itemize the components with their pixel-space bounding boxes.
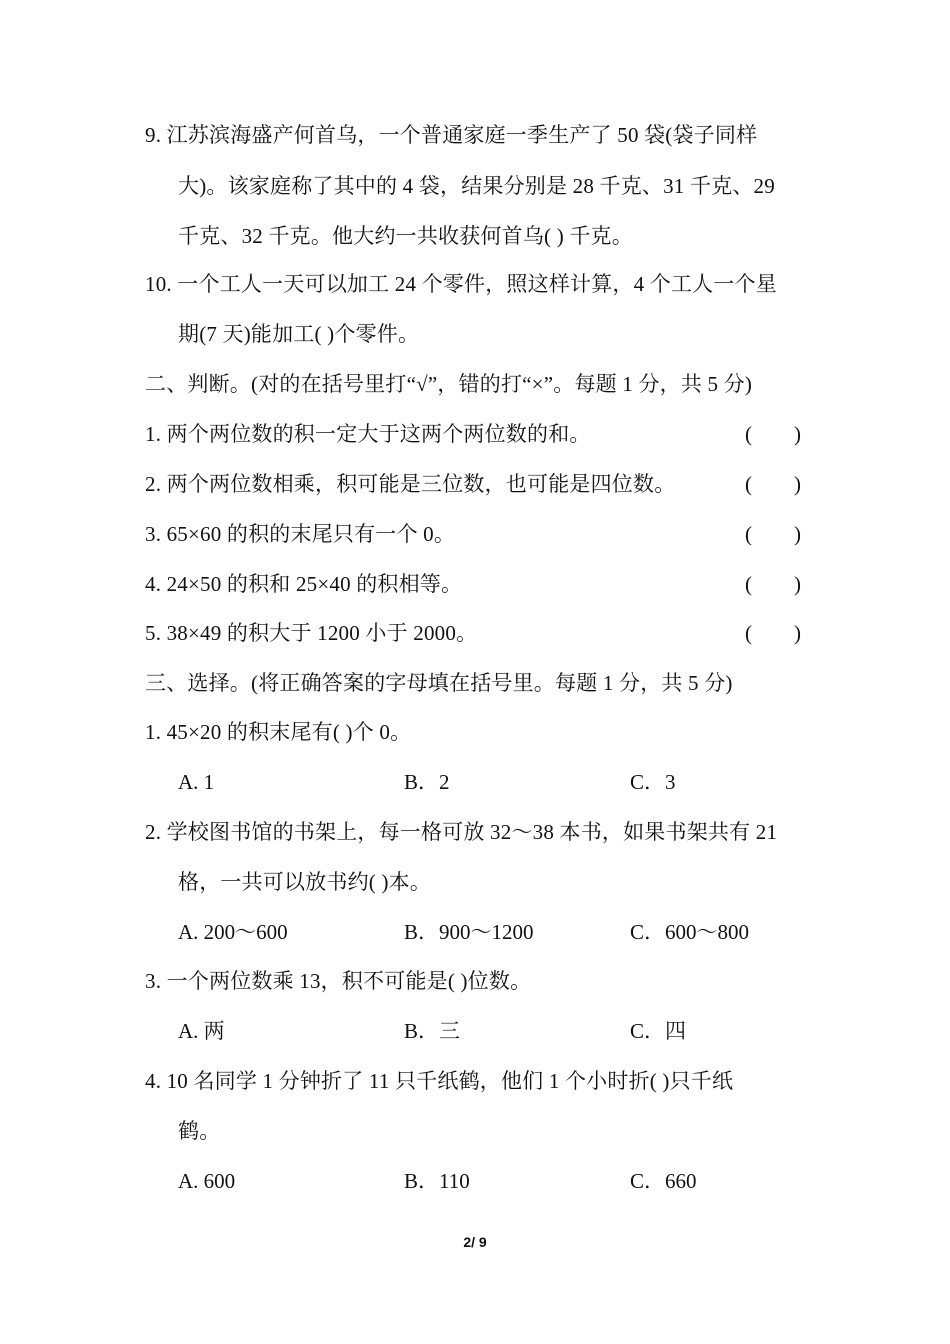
- judgement-answer-blank-5[interactable]: ( ): [745, 621, 801, 645]
- q9-line-1: 9. 江苏滨海盛产何首乌，一个普通家庭一季生产了 50 袋(袋子同样: [145, 123, 758, 147]
- choice-q3-stem: 3. 一个两位数乘 13，积不可能是( )位数。: [145, 969, 532, 993]
- choice-q2-option-b[interactable]: B．900～1200: [404, 920, 534, 944]
- choice-q3-option-a[interactable]: A. 两: [178, 1019, 225, 1043]
- choice-q4-option-a[interactable]: A. 600: [178, 1169, 236, 1193]
- choice-q1-option-b[interactable]: B．2: [404, 770, 450, 794]
- judgement-item-1: 1. 两个两位数的积一定大于这两个两位数的和。: [145, 422, 591, 446]
- q9-line-2: 大)。该家庭称了其中的 4 袋，结果分别是 28 千克、31 千克、29: [178, 174, 775, 198]
- q10-line-2: 期(7 天)能加工( )个零件。: [178, 322, 420, 346]
- judgement-item-5: 5. 38×49 的积大于 1200 小于 2000。: [145, 621, 478, 645]
- page-number: 2/ 9: [463, 1234, 487, 1250]
- choice-q2-line-1: 2. 学校图书馆的书架上，每一格可放 32～38 本书，如果书架共有 21: [145, 820, 778, 844]
- choice-q1-option-a[interactable]: A. 1: [178, 770, 215, 794]
- section-heading-choice: 三、选择。(将正确答案的字母填在括号里。每题 1 分，共 5 分): [145, 671, 733, 695]
- choice-q4-option-b[interactable]: B．110: [404, 1169, 470, 1193]
- choice-q1-stem: 1. 45×20 的积末尾有( )个 0。: [145, 720, 412, 744]
- choice-q3-option-c[interactable]: C．四: [630, 1019, 687, 1043]
- judgement-item-3: 3. 65×60 的积的末尾只有一个 0。: [145, 522, 456, 546]
- q10-line-1: 10. 一个工人一天可以加工 24 个零件，照这样计算，4 个工人一个星: [145, 272, 777, 296]
- judgement-item-2: 2. 两个两位数相乘，积可能是三位数，也可能是四位数。: [145, 472, 676, 496]
- choice-q2-option-a[interactable]: A. 200～600: [178, 920, 288, 944]
- judgement-item-4: 4. 24×50 的积和 25×40 的积相等。: [145, 572, 463, 596]
- choice-q2-line-2: 格，一共可以放书约( )本。: [178, 870, 432, 894]
- choice-q1-option-c[interactable]: C．3: [630, 770, 676, 794]
- choice-q3-option-b[interactable]: B．三: [404, 1019, 461, 1043]
- choice-q4-line-1: 4. 10 名同学 1 分钟折了 11 只千纸鹤，他们 1 个小时折( )只千纸: [145, 1069, 734, 1093]
- judgement-answer-blank-4[interactable]: ( ): [745, 572, 801, 596]
- section-heading-judgement: 二、判断。(对的在括号里打“√”，错的打“×”。每题 1 分，共 5 分): [145, 372, 753, 396]
- judgement-answer-blank-2[interactable]: ( ): [745, 472, 801, 496]
- choice-q4-option-c[interactable]: C．660: [630, 1169, 697, 1193]
- choice-q2-option-c[interactable]: C．600～800: [630, 920, 750, 944]
- judgement-answer-blank-3[interactable]: ( ): [745, 522, 801, 546]
- choice-q4-line-2: 鹤。: [178, 1119, 221, 1143]
- q9-line-3: 千克、32 千克。他大约一共收获何首乌( ) 千克。: [178, 224, 633, 248]
- judgement-answer-blank-1[interactable]: ( ): [745, 422, 801, 446]
